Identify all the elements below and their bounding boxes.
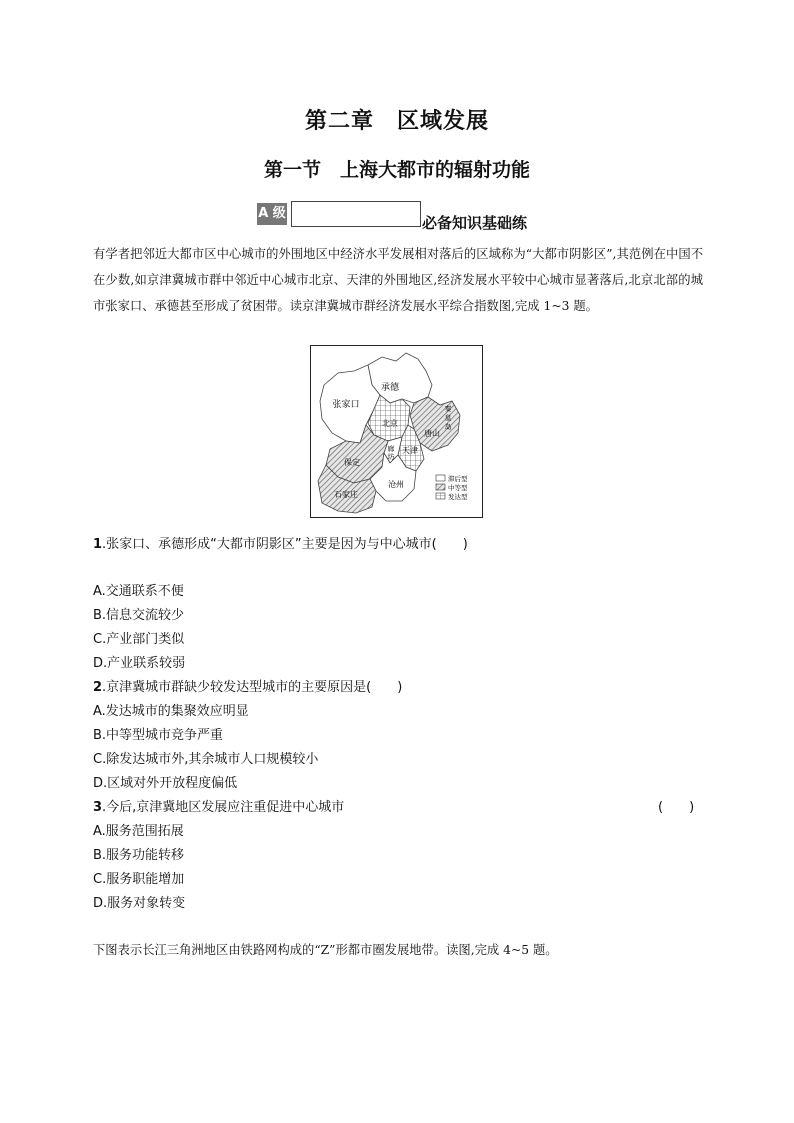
question-3-option-d[interactable]: D.服务对象转变 xyxy=(93,896,186,911)
map-label-langfang-2: 坊 xyxy=(387,453,395,461)
map-legend xyxy=(436,474,468,501)
intro-paragraph: 有学者把邻近大都市区中心城市的外围地区中经济水平发展相对落后的区域称为“大都市阴影区”,其范例在中国不在少数,如京津冀城市群中邻近中心城市北京、天津的外围地区,经济发展水平较中心城市显著落后,北京北部的城市张家口、承德甚至形成了贫困带。读京津冀城市群经济发展水平综合指数图,完成 1~3 题。 xyxy=(93,247,703,313)
question-2-option-a[interactable]: A.发达城市的集聚效应明显 xyxy=(93,704,249,719)
section-title: 第一节 上海大都市的辐射功能 xyxy=(263,159,530,181)
legend-swatch-developed xyxy=(436,493,445,499)
question-3-option-c[interactable]: C.服务职能增加 xyxy=(93,872,185,887)
question-2-number: 2 xyxy=(93,680,103,695)
question-3-text: .今后,京津冀地区发展应注重促进中心城市 xyxy=(102,800,345,815)
question-3-option-b[interactable]: B.服务功能转移 xyxy=(93,848,185,863)
map-label-shijiazhuang: 石家庄 xyxy=(334,490,358,499)
question-2-option-c[interactable]: C.除发达城市外,其余城市人口规模较小 xyxy=(93,752,319,767)
question-3-number: 3 xyxy=(93,800,103,815)
question-2-option-b[interactable]: B.中等型城市竞争严重 xyxy=(93,728,224,743)
legend-swatch-middle xyxy=(436,484,445,490)
level-label: 必备知识基础练 xyxy=(422,214,528,232)
level-blank-box xyxy=(291,201,421,227)
question-1 xyxy=(93,533,468,552)
map-label-zhangjiakou: 张家口 xyxy=(332,400,360,410)
map-label-cangzhou: 沧州 xyxy=(388,480,404,489)
question-1-option-b[interactable]: B.信息交流较少 xyxy=(93,608,185,623)
map-label-qinhuangdao-3: 岛 xyxy=(444,423,452,431)
question-3-answer-paren: ( ) xyxy=(658,800,695,815)
map-label-baoding: 保定 xyxy=(344,458,360,467)
legend-label-developed: 发达型 xyxy=(448,493,468,501)
question-1-number: 1 xyxy=(93,537,103,552)
map-label-qinhuangdao-1: 秦 xyxy=(444,405,452,413)
question-3-option-a[interactable]: A.服务范围拓展 xyxy=(93,824,184,839)
level-badge: A 级 xyxy=(257,203,287,225)
map-label-qinhuangdao-2: 皇 xyxy=(444,414,452,422)
outro-paragraph: 下图表示长江三角洲地区由铁路网构成的“Z”形都市圈发展地带。读图,完成 4~5 题。 xyxy=(93,943,558,957)
question-2-text: .京津冀城市群缺少较发达型城市的主要原因是( ) xyxy=(102,680,403,695)
chapter-title: 第二章 区域发展 xyxy=(304,108,489,134)
map-label-tangshan: 唐山 xyxy=(424,429,440,438)
question-3 xyxy=(93,796,344,815)
question-2-option-d[interactable]: D.区域对外开放程度偏低 xyxy=(93,776,238,791)
question-1-text: .张家口、承德形成“大都市阴影区”主要是因为与中心城市( ) xyxy=(102,537,468,552)
jingjinji-map-figure xyxy=(310,345,483,518)
legend-swatch-laggard xyxy=(436,475,445,481)
question-1-option-c[interactable]: C.产业部门类似 xyxy=(93,632,185,647)
map-label-langfang-1: 廊 xyxy=(387,445,395,453)
legend-label-laggard: 滞后型 xyxy=(448,475,468,483)
question-1-option-a[interactable]: A.交通联系不便 xyxy=(93,584,184,599)
map-label-tianjin: 天津 xyxy=(402,446,418,455)
question-2 xyxy=(93,676,402,695)
question-1-option-d[interactable]: D.产业联系较弱 xyxy=(93,656,186,671)
map-label-chengde: 承德 xyxy=(380,383,400,393)
map-label-beijing: 北京 xyxy=(382,419,398,428)
legend-label-middle: 中等型 xyxy=(448,484,468,492)
